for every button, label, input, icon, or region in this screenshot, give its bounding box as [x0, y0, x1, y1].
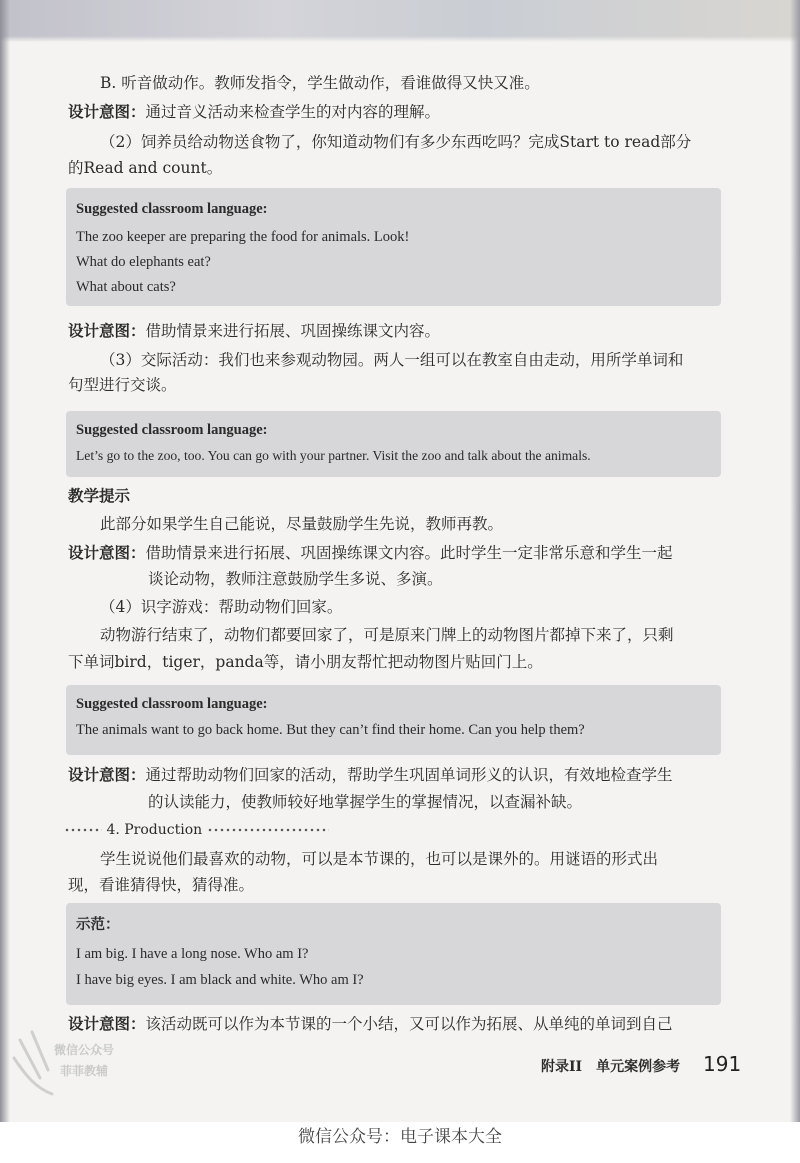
step-3-line-cont: 句型进行交谈。 [68, 376, 177, 394]
step-4-desc-cont: 下单词bird，tiger，panda等，请小朋友帮忙把动物图片贴回门上。 [68, 653, 543, 671]
design-intent-text: 借助情景来进行拓展、巩固操练课文内容。此时学生一定非常乐意和学生一起 [145, 544, 673, 562]
box-line: The zoo keeper are preparing the food for animals. Look! [76, 229, 410, 245]
step-2-line: （2）饲养员给动物送食物了，你知道动物们有多少东西吃吗？完成Start to read部分 [100, 133, 692, 151]
example-box [66, 903, 721, 1005]
wavy-rule-right [207, 827, 329, 833]
watermark-line-2: 菲菲教辅 [60, 1064, 109, 1078]
example-heading: 示范： [76, 917, 120, 933]
appendix-label: 附录II 单元案例参考 [541, 1059, 681, 1075]
design-intent-3 [68, 542, 673, 564]
wavy-rule-left [64, 827, 102, 833]
step-2-line-cont: 的Read and count。 [68, 159, 223, 177]
teaching-tip-heading: 教学提示 [68, 486, 131, 505]
design-intent-text: 借助情景来进行拓展、巩固操练课文内容。 [145, 322, 441, 340]
page-right-shadow [790, 0, 800, 1122]
classroom-language-box-2 [66, 411, 721, 477]
box-line: What about cats? [76, 279, 176, 295]
design-intent-4-cont: 的认读能力，使教师较好地掌握学生的掌握情况，以查漏补缺。 [148, 793, 583, 811]
page-number: 191 [703, 1052, 742, 1076]
box-heading: Suggested classroom language: [76, 201, 268, 217]
step-4-line: （4）识字游戏：帮助动物们回家。 [100, 598, 343, 616]
box-heading: Suggested classroom language: [76, 422, 268, 438]
design-intent-text: 通过帮助动物们回家的活动，帮助学生巩固单词形义的认识，有效地检查学生 [145, 766, 673, 784]
activity-b-line: B. 听音做动作。教师发指令，学生做动作，看谁做得又快又准。 [100, 74, 540, 92]
page-top-edge [0, 0, 800, 42]
example-line: I have big eyes. I am black and white. Who am I? [76, 972, 364, 988]
page-left-shadow [0, 0, 10, 1122]
design-intent-text: 通过音义活动来检查学生的对内容的理解。 [145, 103, 441, 121]
section-heading [64, 819, 329, 841]
production-desc: 学生说说他们最喜欢的动物，可以是本节课的，也可以是课外的。用谜语的形式出 [100, 850, 659, 868]
watermark-line-1: 微信公众号 [54, 1043, 115, 1057]
box-line: The animals want to go back home. But they can’t find their home. Can you help them? [76, 722, 585, 738]
design-intent-label: 设计意图： [68, 765, 146, 784]
box-line: What do elephants eat? [76, 254, 211, 270]
design-intent-label: 设计意图： [68, 1014, 146, 1033]
design-intent-1 [68, 101, 440, 123]
design-intent-text: 该活动既可以作为本节课的一个小结，又可以作为拓展、从单纯的单词到自己 [145, 1015, 673, 1033]
step-3-line: （3）交际活动：我们也来参观动物园。两人一组可以在教室自由走动，用所学单词和 [100, 351, 684, 369]
box-line: Let’s go to the zoo, too. You can go with your partner. Visit the zoo and talk about the animals. [76, 448, 591, 463]
design-intent-label: 设计意图： [68, 102, 146, 121]
classroom-language-box-3 [66, 685, 721, 755]
design-intent-4 [68, 764, 673, 786]
bottom-caption: 微信公众号：电子课本大全 [0, 1122, 800, 1163]
design-intent-5 [68, 1013, 673, 1035]
design-intent-3-cont: 谈论动物，教师注意鼓励学生多说、多演。 [148, 570, 443, 588]
production-desc-cont: 现，看谁猜得快，猜得准。 [68, 876, 255, 894]
teaching-tip-text: 此部分如果学生自己能说，尽量鼓励学生先说，教师再教。 [100, 515, 504, 533]
box-heading: Suggested classroom language: [76, 696, 268, 712]
design-intent-2 [68, 320, 440, 342]
step-4-desc: 动物游行结束了，动物们都要回家了，可是原来门牌上的动物图片都掉下来了，只剩 [100, 626, 674, 644]
classroom-language-box-1 [66, 188, 721, 306]
example-line: I am big. I have a long nose. Who am I? [76, 946, 309, 962]
section-title: 4. Production [106, 822, 203, 838]
design-intent-label: 设计意图： [68, 321, 146, 340]
design-intent-label: 设计意图： [68, 543, 146, 562]
